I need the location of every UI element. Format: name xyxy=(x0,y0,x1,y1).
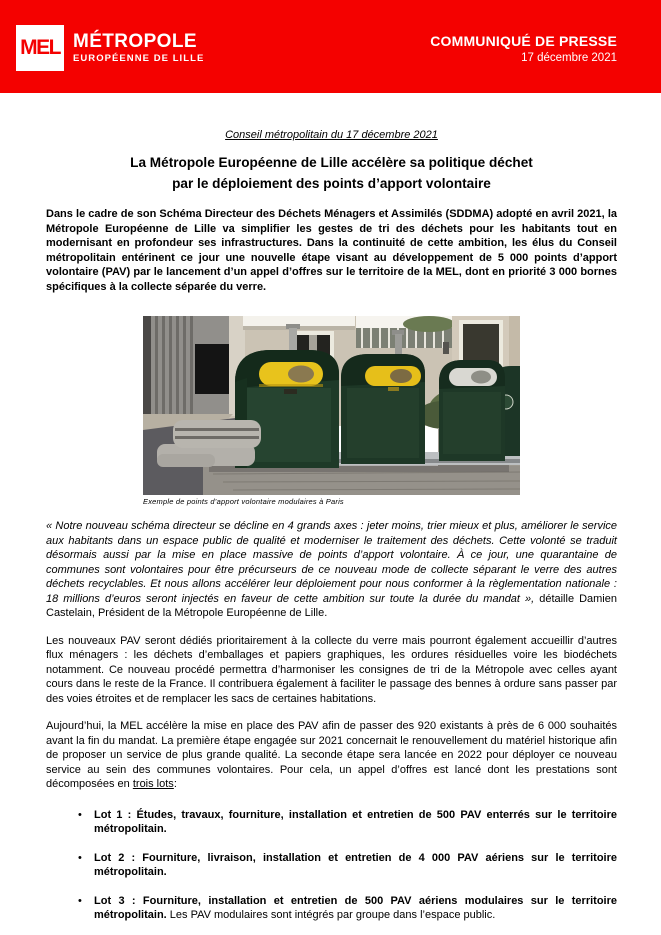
logo-europeenne-label: EUROPÉENNE DE LILLE xyxy=(73,52,205,64)
logo-metropole-label: MÉTROPOLE xyxy=(73,30,197,52)
page-title-line1: La Métropole Européenne de Lille accélère sa politique déchet xyxy=(130,155,533,170)
banner-right-block xyxy=(430,33,617,64)
quote-paragraph xyxy=(46,519,617,621)
paragraph-flux-menagers: Les nouveaux PAV seront dédiés prioritairement à la collecte du verre mais pourront également accueillir d’autres flux ménagers : les déchets d’emballages et papiers graphiques, les ordures résiduelles voire les biodéchets notamment. Ce nouveau procédé permettra d’harmoniser les consignes de tri de la Métropole avec celles ayant cours dans le reste de la France. Il contribuera également à faciliter le passage des bennes à ordure sans passer par des voies étroites et de remplacer les sacs de certaines habitations. xyxy=(46,634,617,705)
pav-photo xyxy=(143,316,520,506)
press-release-date: 17 décembre 2021 xyxy=(521,52,617,64)
paragraph-deploiement xyxy=(46,719,617,792)
mel-logo-mark: MEL xyxy=(16,25,64,71)
deploiement-text: Aujourd’hui, la MEL accélère la mise en place des PAV afin de passer des 920 existants à près de 6 000 souhaités avant la fin du mandat. La première étape engagée sur 2021 concernait le renouvellement du matériel historique afin de proposer un service de plus grande qualité. La seconde étape sera lancée en 2022 pour déployer ce nouveau service au sein des communes volontaires. Pour cela, un appel d’offres est lancé dont les prestations sont décomposées en xyxy=(46,720,617,791)
list-item-lot-1 xyxy=(94,808,617,837)
deploiement-colon: : xyxy=(173,778,177,791)
press-release-kicker: COMMUNIQUÉ DE PRESSE xyxy=(430,33,617,49)
list-item-lot-2 xyxy=(94,851,617,880)
trois-lots-underlined: trois lots xyxy=(132,778,174,791)
page-title xyxy=(46,152,617,194)
press-banner xyxy=(0,0,661,93)
council-subtitle: Conseil métropolitain du 17 décembre 2021 xyxy=(225,129,438,141)
lot-2-bold: Lot 2 : Fourniture, livraison, installation et entretien de 4 000 PAV aériens sur le territoire métropolitain. xyxy=(94,851,617,879)
lots-list xyxy=(46,808,617,923)
lot-3-bold: Lot 3 : Fourniture, installation et entretien de 500 PAV aériens modulaires sur le territoire métropolitain. xyxy=(94,894,617,922)
document-body xyxy=(0,129,661,923)
page-title-line2: par le déploiement des points d’apport volontaire xyxy=(172,176,491,192)
pav-photo-illustration xyxy=(143,316,520,495)
intro-paragraph: Dans le cadre de son Schéma Directeur des Déchets Ménagers et Assimilés (SDDMA) adopté en avril 2021, la Métropole Européenne de Lille va simplifier les gestes de tri des déchets pour les habitants tout en modernisant en profondeur ses infrastructures. Dans la continuité de cette ambition, les élus du Conseil métropolitain entérinent ce jour une nouvelle étape visant au développement de 5 000 points d’apport volontaire (PAV) par le lancement d’un appel d’offres sur le territoire de la MEL, dont en priorité 3 000 bornes spécifiques à la collecte séparée du verre. xyxy=(46,208,617,293)
quote-attribution: détaille Damien Castelain, Président de la Métropole Européenne de Lille. xyxy=(46,592,617,620)
list-item-lot-3 xyxy=(94,894,617,923)
photo-caption: Exemple de points d’apport volontaire modulaires à Paris xyxy=(143,497,344,507)
quote-text: « Notre nouveau schéma directeur se décline en 4 grands axes : jeter moins, trier mieux et plus, améliorer le service aux habitants dans un espace public de qualité et moderniser le traitement des déchets. Cette volonté se traduit désormais aussi par la mise en place massive de points d’apport volontaire. À ce jour, une quarantaine de communes sont volontaires pour être précurseurs de ce nouveau mode de collecte séparant le verre des autres déchets recyclables. Et nous allons accélérer leur déploiement pour nous conformer à la règlementation nationale : 18 millions d’euros seront injectés en faveur de cette ambition sur toute la durée du mandat », xyxy=(46,520,617,605)
mel-logo-text xyxy=(73,32,204,64)
lot-1-bold: Lot 1 : Études, travaux, fourniture, installation et entretien de 500 PAV enterrés sur le territoire métropolitain. xyxy=(94,808,617,836)
mel-logo xyxy=(16,25,204,71)
lot-3-regular: Les PAV modulaires sont intégrés par groupe dans l’espace public. xyxy=(166,909,496,922)
